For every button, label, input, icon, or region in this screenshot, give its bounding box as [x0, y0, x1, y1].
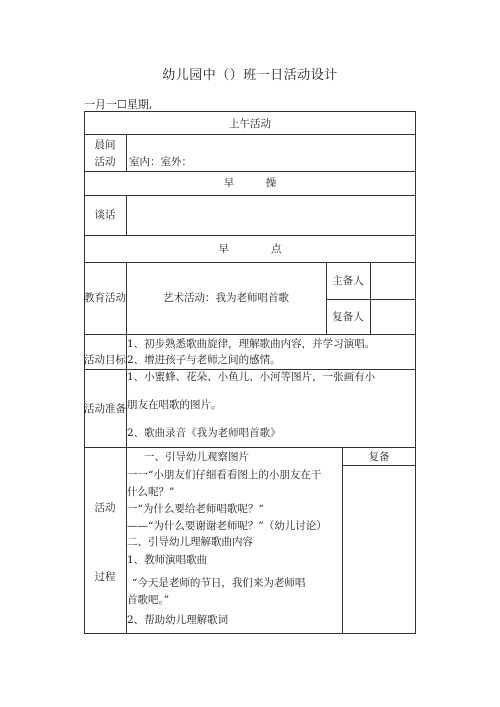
review-label: 复备	[368, 451, 390, 463]
row-divider	[326, 299, 416, 300]
goal-line-2: 2、增进孩子与老师之间的感情。	[127, 354, 281, 366]
date-line: 一月一☐星期,	[84, 98, 153, 111]
row-divider	[84, 134, 416, 135]
review-column-line	[342, 447, 343, 634]
reviewer-label: 复备人	[332, 311, 364, 323]
indoor-outdoor-text: 室内：室外：	[129, 156, 192, 168]
process-line: 二、引导幼儿理解歌曲内容	[127, 536, 253, 548]
process-line: 一“为什么要给老师唱歌呢？“	[127, 503, 264, 515]
row-divider	[84, 171, 416, 172]
preparer-label: 主备人	[332, 275, 364, 287]
preparer-column-line	[326, 262, 327, 335]
label-column-line	[126, 195, 127, 236]
process-line: 首歌吧。”	[127, 594, 170, 606]
row-divider	[84, 447, 416, 448]
process-line: “今天是老师的节日，我们来为老师唱	[132, 577, 306, 589]
process-line: ——“为什么要谢谢老师呢？”（幼儿讨论）	[127, 520, 327, 532]
preparer-value-line	[370, 262, 371, 335]
morning-activity-label-2: 活动	[94, 156, 116, 168]
morning-activities-header: 上午活动	[229, 118, 271, 130]
process-line: 一一“小朋友们仔细看看图上的小朋友在干	[127, 469, 322, 481]
morning-activity-label-1: 晨间	[94, 139, 116, 151]
talk-label: 谈话	[94, 209, 116, 221]
row-divider	[84, 334, 416, 335]
goal-line-1: 1、初步熟悉歌曲旋律，理解歌曲内容，并学习演唱。	[127, 338, 376, 350]
process-line: 什么呢？”	[127, 486, 175, 498]
page-title: 幼儿园中（）班一日活动设计	[162, 68, 338, 83]
process-label-1: 活动	[94, 502, 116, 514]
row-divider	[84, 235, 416, 236]
table-border-top	[84, 111, 416, 112]
table-border-bottom	[84, 633, 416, 634]
exercise-label: 早 操	[223, 177, 277, 189]
row-divider	[84, 262, 416, 263]
row-divider	[84, 195, 416, 196]
preparation-label: 活动准备	[84, 403, 126, 415]
process-label-2: 过程	[94, 571, 116, 583]
preparation-line-2: 朋友在唱歌的图片。	[127, 399, 222, 411]
education-label: 教育活动	[84, 292, 126, 304]
snack-label: 早 点	[218, 243, 282, 255]
review-header-line	[342, 465, 416, 466]
process-line: 一、引导幼儿观察图片	[144, 451, 249, 463]
goals-label: 活动目标	[84, 354, 126, 366]
label-column-line	[126, 262, 127, 634]
preparation-line-3: 2、歌曲录音《我为老师唱首歌》	[127, 427, 281, 439]
preparation-line-1: 1、小蜜蜂、花朵、小鱼儿、小河等图片，一张画有小	[127, 371, 376, 383]
label-column-line	[126, 134, 127, 172]
process-line: 1、教师演唱歌曲	[127, 554, 208, 566]
process-line: 2、帮助幼儿理解歌词	[127, 614, 229, 626]
education-content: 艺术活动：我为老师唱首歌	[163, 292, 289, 304]
